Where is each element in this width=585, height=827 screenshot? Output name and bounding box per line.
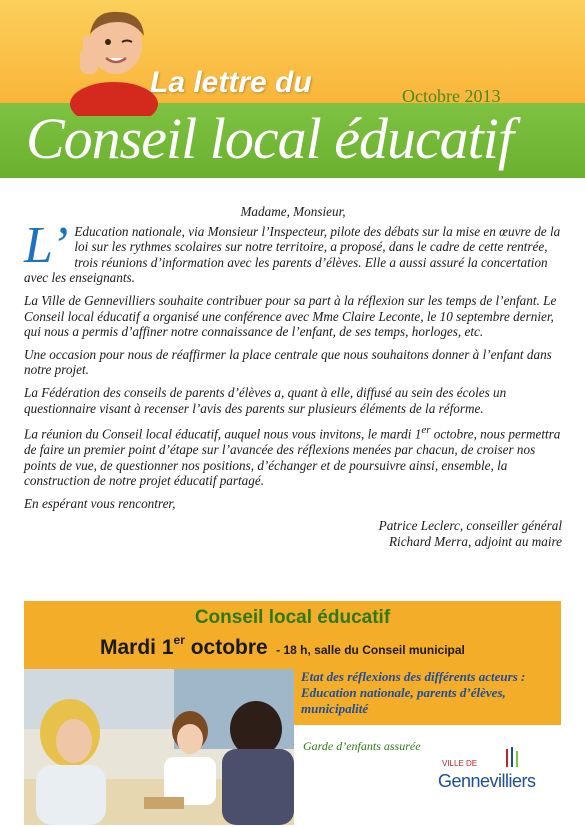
classroom-photo [24,669,294,825]
letter-paragraph: Une occasion pour nous de réaffirmer la place centrale que nous souhaitons donner à l’enfant dans notre projet. [24,346,552,378]
paragraph-text: La réunion du Conseil local éducatif, auquel nous vous invitons, le mardi 1 [24,426,422,442]
signatures [24,518,562,550]
event-date-month: octobre [184,636,268,659]
logo-mark-icon [502,747,522,767]
newsletter-label: La lettre du [150,66,312,99]
superscript: er [421,424,431,437]
salutation: Madame, Monsieur, [240,204,346,219]
event-date-detail: - 18 h, salle du Conseil municipal [276,643,465,657]
letter-body [24,204,562,550]
header [0,0,585,178]
paragraph-text: octobre, nous permettra de faire un premier point d’étape sur l’avancée des réflexions menées par chacun, de croiser nos points de vue, de questionner nos positions, d’échanger et de poursuivre ainsi, ensemble, la construction de notre projet éducatif partagé. [24,426,561,489]
event-date-main: Mardi 1 [100,636,174,659]
drop-cap: L’ [24,216,69,274]
logo-ville-de: VILLE DE [442,759,478,768]
issue-date: Octobre 2013 [402,86,501,106]
letter-paragraph: En espérant vous rencontrer, [24,495,176,511]
signature-line: Richard Merra, adjoint au maire [388,534,562,550]
letter-paragraph: La Fédération des conseils de parents d’élèves a, quant à elle, diffusé au sein des écoles un questionnaire visant à recenser l’avis des parents sur plusieurs éléments de la réforme. [24,384,507,416]
event-box [24,601,561,825]
event-agenda: Etat des réflexions des différents acteurs : Education nationale, parents d’élèves, municipalité [301,669,526,716]
logo-city-name: Gennevilliers [438,771,536,791]
letter-paragraph [24,216,562,286]
childcare-note: Garde d’enfants assurée [303,739,421,753]
event-title: Conseil local éducatif [194,607,391,628]
page-title: Conseil local éducatif [26,106,514,171]
event-date-sup: er [173,633,185,647]
signature-line: Patrice Leclerc, conseiller général [378,518,562,534]
letter-paragraph: La Ville de Gennevilliers souhaite contribuer pour sa part à la réflexion sur les temps de l’enfant. Le Conseil local éducatif a organisé une conférence avec Mme Claire Leconte, le 10 septembre dernier, qui nous a permis d’affiner notre connaissance de l’enfant, de ses temps, horloges, etc. [24,292,557,340]
letter-paragraph [24,423,562,489]
event-date [100,633,465,660]
paragraph-text: Education nationale, via Monsieur l’Inspecteur, pilote des débats sur la mise en œuvre de la loi sur les rythmes scolaires sur notre territoire, a proposé, dans le cadre de cette rentrée, trois réunions d’information avec les parents d’élèves. Elle a aussi assuré la concertation avec les enseignants. [24,223,561,286]
city-logo [438,747,562,799]
